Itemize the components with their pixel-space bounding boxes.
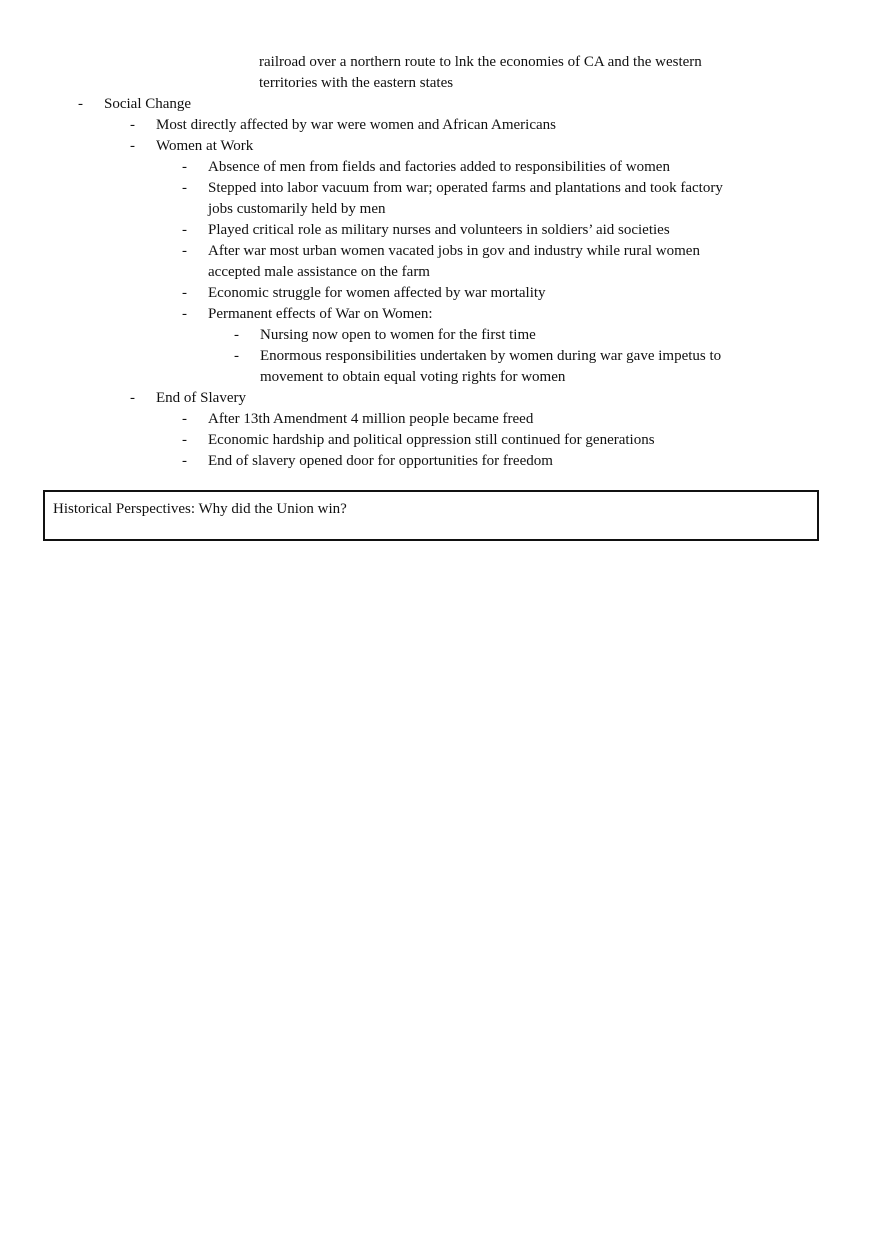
women-at-work-heading: Women at Work <box>156 138 254 154</box>
continuation-line-1: railroad over a northern route to lnk the economies of CA and the western <box>259 54 702 70</box>
list-item: Enormous responsibilities undertaken by women during war gave impetus to <box>260 348 722 364</box>
list-item-continuation: accepted male assistance on the farm <box>208 264 430 280</box>
most-affected-item: Most directly affected by war were women and African Americans <box>156 117 556 133</box>
list-item: Nursing now open to women for the first time <box>260 327 536 343</box>
bullet-dash: - <box>130 117 135 133</box>
list-item: After 13th Amendment 4 million people became freed <box>208 411 534 427</box>
bullet-dash: - <box>182 411 187 427</box>
historical-perspectives-box <box>43 490 819 541</box>
list-item: Absence of men from fields and factories added to responsibilities of women <box>208 159 670 175</box>
list-item-continuation: movement to obtain equal voting rights for women <box>260 369 566 385</box>
bullet-dash: - <box>130 390 135 406</box>
continuation-line-2: territories with the eastern states <box>259 75 454 91</box>
bullet-dash: - <box>182 180 187 196</box>
bullet-dash: - <box>182 285 187 301</box>
list-item: Economic struggle for women affected by war mortality <box>208 285 546 301</box>
bullet-dash: - <box>182 306 187 322</box>
end-of-slavery-heading: End of Slavery <box>156 390 246 406</box>
list-item: Stepped into labor vacuum from war; operated farms and plantations and took factory <box>208 180 723 196</box>
bullet-dash: - <box>234 327 239 343</box>
bullet-dash: - <box>182 432 187 448</box>
bullet-dash: - <box>78 96 83 112</box>
historical-perspectives-text: Historical Perspectives: Why did the Union win? <box>53 501 347 517</box>
list-item: Economic hardship and political oppression still continued for generations <box>208 432 655 448</box>
list-item: Played critical role as military nurses and volunteers in soldiers’ aid societies <box>208 222 670 238</box>
bullet-dash: - <box>234 348 239 364</box>
list-item: End of slavery opened door for opportunities for freedom <box>208 453 553 469</box>
bullet-dash: - <box>182 243 187 259</box>
bullet-dash: - <box>182 453 187 469</box>
list-item: After war most urban women vacated jobs in gov and industry while rural women <box>208 243 700 259</box>
social-change-heading: Social Change <box>104 96 192 112</box>
list-item-continuation: jobs customarily held by men <box>208 201 386 217</box>
bullet-dash: - <box>182 222 187 238</box>
bullet-dash: - <box>182 159 187 175</box>
list-item: Permanent effects of War on Women: <box>208 306 433 322</box>
bullet-dash: - <box>130 138 135 154</box>
